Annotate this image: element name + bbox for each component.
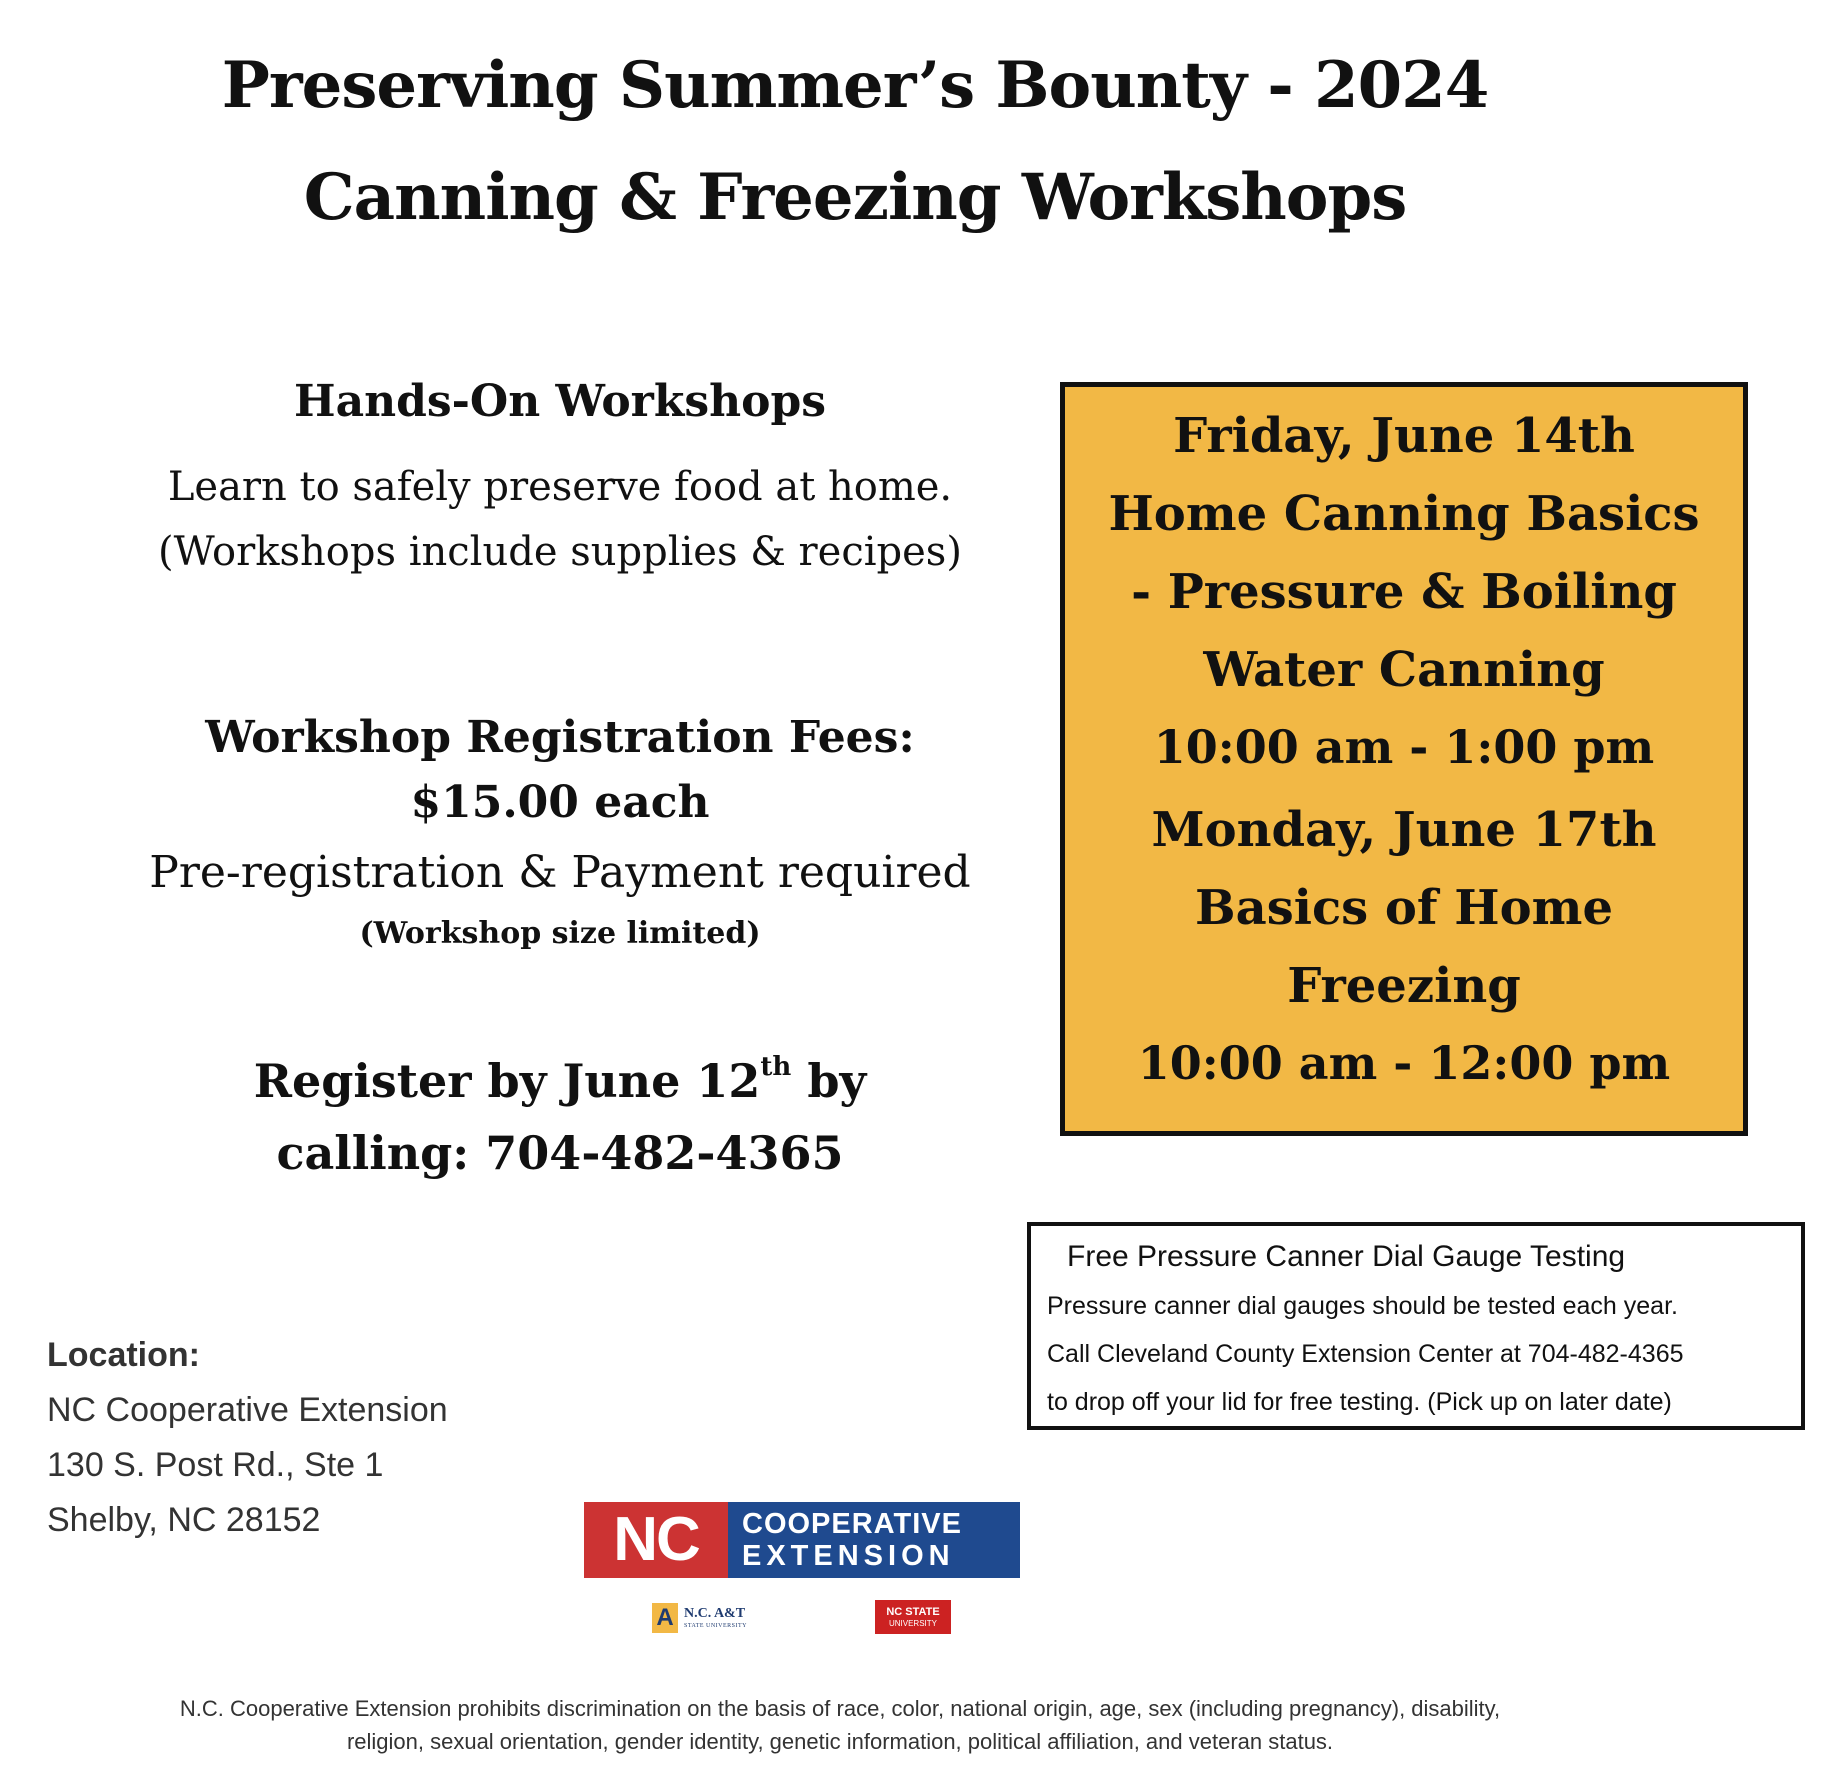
logo-nc-mark: NC	[584, 1502, 728, 1578]
title-line-2: Canning & Freezing Workshops	[303, 160, 1407, 235]
hands-on-heading: Hands-On Workshops	[294, 376, 826, 427]
location-label: Location:	[47, 1336, 200, 1374]
register-superscript: th	[760, 1052, 792, 1082]
disclaimer-line-1: N.C. Cooperative Extension prohibits discrimination on the basis of race, color, national origin, age, sex (including pregnancy), disability,	[179, 1696, 1501, 1721]
schedule-2-time: 10:00 am - 12:00 pm	[1137, 1036, 1671, 1090]
register-suffix: by	[791, 1054, 867, 1108]
nc-at-logo	[652, 1600, 747, 1636]
register-prefix: Register by June 12	[253, 1054, 761, 1108]
gauge-title: Free Pressure Canner Dial Gauge Testing	[1067, 1240, 1626, 1273]
register-line-1	[100, 1045, 1020, 1117]
schedule-1-date: Friday, June 14th	[1173, 408, 1635, 464]
hands-on-includes: (Workshops include supplies & recipes)	[158, 529, 962, 575]
location-city: Shelby, NC 28152	[47, 1501, 321, 1539]
nc-state-name: NC STATE	[886, 1605, 940, 1618]
schedule-1-title-line: - Pressure & Boiling	[1131, 564, 1677, 620]
schedule-box	[1060, 382, 1748, 1136]
logo-cooperative: COOPERATIVE	[742, 1508, 962, 1540]
nc-at-name: N.C. A&T	[684, 1606, 746, 1621]
nc-at-wordmark	[684, 1606, 747, 1630]
title-line-1: Preserving Summer’s Bounty - 2024	[221, 48, 1489, 123]
register-phone-line: calling: 704-482-4365	[276, 1126, 844, 1180]
schedule-1-title-line: Water Canning	[1203, 642, 1605, 698]
schedule-2-date: Monday, June 17th	[1151, 802, 1657, 858]
fees-heading: Workshop Registration Fees:	[205, 712, 915, 763]
gauge-testing-box	[1027, 1222, 1805, 1430]
gauge-line: Pressure canner dial gauges should be tested each year.	[1047, 1292, 1678, 1320]
location-name: NC Cooperative Extension	[47, 1391, 448, 1429]
disclaimer	[40, 1692, 1640, 1758]
fees-note: (Workshop size limited)	[359, 916, 761, 951]
hands-on-description: Learn to safely preserve food at home.	[167, 464, 953, 510]
location-block	[47, 1328, 448, 1548]
gauge-line: Call Cleveland County Extension Center at 704-482-4365	[1047, 1340, 1684, 1368]
logo-wordmark	[728, 1502, 1020, 1578]
location-street: 130 S. Post Rd., Ste 1	[47, 1446, 384, 1484]
register-info	[100, 1045, 1020, 1189]
fees-preregistration: Pre-registration & Payment required	[149, 847, 971, 898]
nc-at-subtitle: STATE UNIVERSITY	[684, 1623, 748, 1629]
nc-cooperative-extension-logo	[584, 1502, 1020, 1578]
logo-extension: EXTENSION	[742, 1540, 955, 1572]
schedule-1-time: 10:00 am - 1:00 pm	[1153, 720, 1655, 774]
nc-state-subtitle: UNIVERSITY	[888, 1618, 937, 1628]
fees-amount: $15.00 each	[410, 777, 710, 828]
schedule-2-title-line: Freezing	[1287, 958, 1521, 1014]
disclaimer-line-2: religion, sexual orientation, gender identity, genetic information, political affiliation, and veteran status.	[346, 1729, 1334, 1754]
gauge-line: to drop off your lid for free testing. (Pick up on later date)	[1047, 1388, 1672, 1416]
aggie-a-icon: A	[652, 1603, 678, 1633]
schedule-1-title-line: Home Canning Basics	[1108, 486, 1700, 542]
nc-state-logo	[875, 1600, 951, 1634]
schedule-2-title-line: Basics of Home	[1195, 880, 1613, 936]
page-title	[80, 30, 1630, 254]
